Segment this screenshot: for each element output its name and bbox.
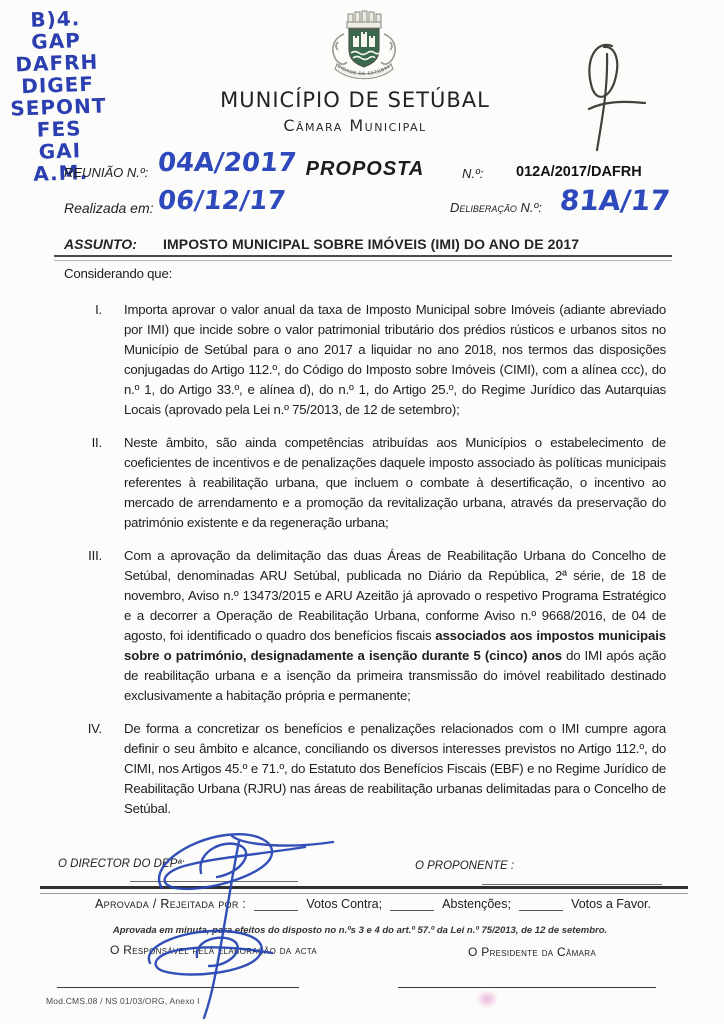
consideration-text: De forma a concretizar os benefícios e penalizações relacionados com o IMI cumpre agora definir o seu âmbito e alcance, conciliando os diversos interesses previstos no Artigo 112.º, do CIMI, nos Artigos 45.º e 71.º, do Estatuto dos Benefícios Fiscais (EBF) e no Regime Jurídico de Reabilitação Urbana (RJRU) nas áreas de reabilitação urbanas delimitadas para o Concelho de Setúbal. bbox=[124, 721, 666, 816]
crest-banner-text: CIDADE DE SETÚBAL bbox=[336, 63, 392, 78]
abstentions-blank bbox=[390, 897, 434, 911]
consideration-text: Neste âmbito, são ainda competências atribuídas aos Municípios o estabelecimento de coeficientes de incentivos e de penalizações daquele imposto associado às políticas municipais referentes à reabilitação urbana, que incluem o combate à desertificação, o incentivo ao mercado de arrendamento e a promoção da revitalização urbana, através da preservação do património existente e da regeneração urbana; bbox=[124, 435, 666, 530]
consideration-item bbox=[62, 300, 666, 420]
margin-annotations bbox=[5, 6, 111, 185]
reuniao-label: REUNIÃO N.º: bbox=[64, 165, 149, 180]
presidente-signature-line bbox=[398, 987, 656, 988]
approval-label: Aprovada / Rejeitada por : bbox=[95, 897, 247, 911]
approval-row bbox=[95, 897, 651, 911]
votes-favor-label: Votos a Favor. bbox=[571, 897, 651, 911]
considerations-list bbox=[62, 300, 666, 819]
consideration-numeral: II. bbox=[91, 435, 102, 450]
annotation-line: DAFRH bbox=[15, 49, 99, 77]
municipality-title: MUNICÍPIO DE SETÚBAL bbox=[220, 88, 490, 112]
document-header bbox=[100, 88, 610, 135]
annotation-line: GAI bbox=[38, 138, 82, 164]
minuta-note: Aprovada em minuta, para efeitos do disposto no n.ºs 3 e 4 do art.º 57.º da Lei n.º 75/2013, de 12 de setembro. bbox=[112, 925, 608, 936]
realizada-date-handwritten: 06/12/17 bbox=[156, 186, 288, 216]
consideration-item bbox=[62, 719, 666, 819]
proponente-signature-line bbox=[482, 884, 662, 885]
presidente-label: O Presidente da Câmara bbox=[468, 945, 596, 959]
form-model-reference: Mod.CMS.08 / NS 01/03/ORG, Anexo I bbox=[46, 996, 200, 1006]
acta-responsible-label: O Responsável pela elaboração da acta bbox=[110, 943, 318, 957]
annotation-line: A.M. bbox=[32, 160, 89, 186]
consideration-text: Importa aprovar o valor anual da taxa de Imposto Municipal sobre Imóveis (adiante abreviado por IMI) que incide sobre o valor patrimonial tributário dos prédios rústicos e urbanos sitos no Município de Setúbal para o ano 2017 a liquidar no ano 2018, nos termos das disposições conjugadas do Artigo 112.º, do Código do Imposto sobre Imóveis (CIMI), com a alínea ccc), do n.º 1, do Artigo 33.º, e alínea d), do n.º 1, do Artigo 25.º, do Regime Jurídico das Autarquias Locais (aprovado pela Lei n.º 75/2013, de 12 de setembro); bbox=[124, 302, 666, 417]
assunto-label: ASSUNTO: bbox=[64, 236, 137, 252]
votes-against-blank bbox=[254, 897, 298, 911]
assunto-value: IMPOSTO MUNICIPAL SOBRE IMÓVEIS (IMI) DO ANO DE 2017 bbox=[163, 236, 580, 252]
director-label: O DIRECTOR DO DEPª: bbox=[58, 858, 185, 870]
acta-signature-line bbox=[57, 987, 299, 988]
municipal-crest-icon bbox=[320, 8, 408, 93]
numero-label: N.º: bbox=[462, 166, 484, 181]
annotation-line: FES bbox=[36, 116, 82, 142]
abstentions-label: Abstenções; bbox=[442, 897, 511, 911]
votes-favor-blank bbox=[519, 897, 563, 911]
consideration-item bbox=[62, 433, 666, 533]
annotation-line: DIGEF bbox=[20, 71, 95, 99]
document-body bbox=[62, 264, 666, 832]
considerations-intro: Considerando que: bbox=[64, 266, 173, 281]
annotation-line: SEPONT bbox=[9, 93, 107, 121]
consideration-numeral: IV. bbox=[87, 721, 102, 736]
consideration-numeral: I. bbox=[95, 302, 102, 317]
director-signature-line bbox=[130, 881, 298, 882]
proposta-title: PROPOSTA bbox=[305, 158, 425, 180]
annotation-line: B)4. bbox=[29, 6, 81, 32]
deliberacao-number-handwritten: 81A/17 bbox=[558, 184, 672, 217]
consideration-text: Com a aprovação da delimitação das duas Áreas de Reabilitação Urbana do Concelho de Setúbal, denominadas ARU Setúbal, publicada no Diário da República, 2ª série, de 18 de novembro, Aviso n.º 13473/2015 e ARU Azeitão já aprovado o respetivo Programa Estratégico e a decorrer a Operação de Reabilitação Urbana, conforme Aviso n.º 9668/2016, de 04 de agosto, foi identificado o quadro dos benefícios fiscais associados aos impostos municipais sobre o património, designadamente a isenção durante 5 (cinco) anos do IMI após ação de reabilitação urbana e a isenção da primeira transmissão do imóvel reabilitado destinado exclusivamente a habitação própria e permanente; bbox=[124, 548, 667, 703]
annotation-line: GAP bbox=[30, 28, 82, 54]
consideration-item bbox=[62, 546, 666, 706]
council-subtitle: Câmara Municipal bbox=[283, 116, 427, 135]
votes-against-label: Votos Contra; bbox=[306, 897, 383, 911]
consideration-numeral: III. bbox=[88, 548, 102, 563]
reuniao-number-handwritten: 04A/2017 bbox=[156, 148, 298, 178]
assunto-underline bbox=[54, 255, 672, 261]
section-divider bbox=[40, 886, 688, 894]
deliberacao-label: Deliberação N.º: bbox=[450, 200, 542, 215]
proponente-label: O PROPONENTE : bbox=[415, 860, 515, 872]
pink-stamp-mark bbox=[477, 991, 497, 1007]
numero-value: 012A/2017/DAFRH bbox=[516, 164, 642, 180]
realizada-label: Realizada em: bbox=[64, 200, 154, 216]
